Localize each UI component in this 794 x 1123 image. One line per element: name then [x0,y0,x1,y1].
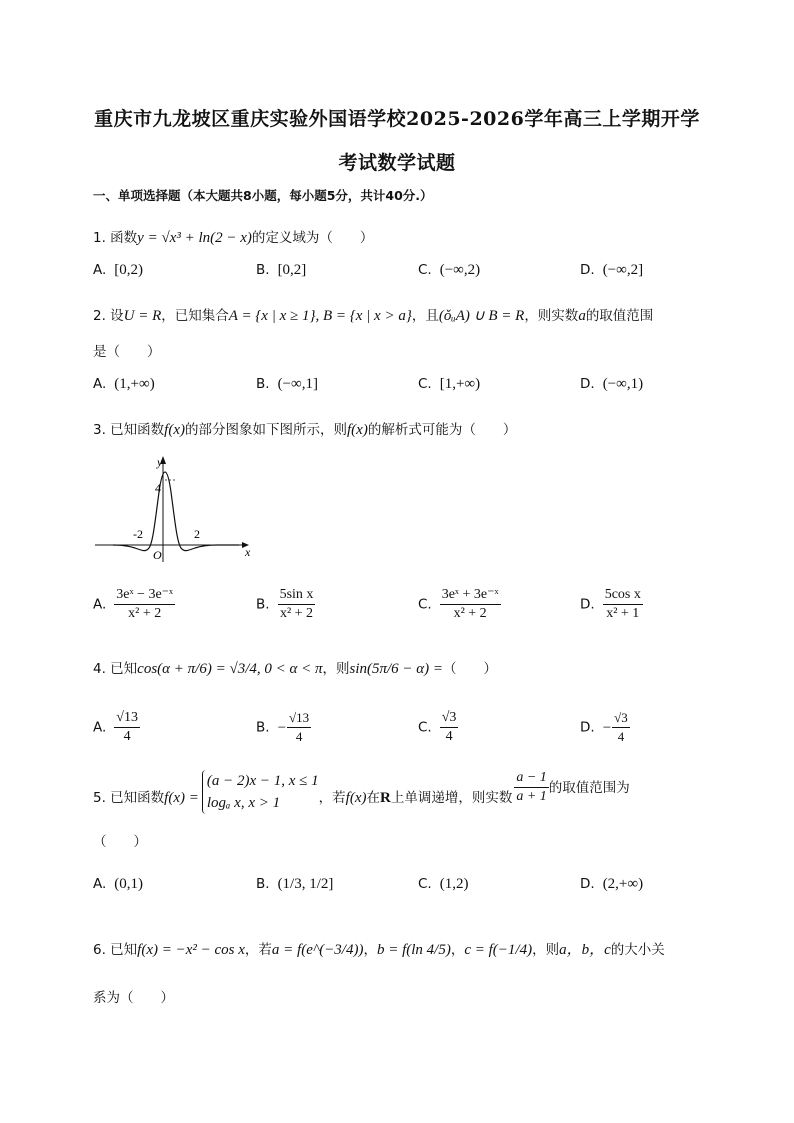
question-2: 2. 设U = R，已知集合A = {x | x ≥ 1}, B = {x | x > a}，且(ǒᵤA) ∪ B = R，则实数a的取值范围 [93,308,654,324]
tick-4-label: 4 [155,481,161,495]
q1-suffix: 的定义域为（ ） [251,230,374,246]
q5-option-b: B. (1/3, 1/2] [256,876,334,892]
q6-c: c = f(−1/4) [464,942,533,958]
question-5-cont: （ ） [93,834,147,850]
q4-option-a: A. $\frac{√13}{4}$ [93,710,138,744]
q6-b: b = f(ln 4/5) [376,942,451,958]
q4-expression: sin(5π/6 − α) = [349,661,444,677]
q5-option-a: A. (0,1) [93,876,144,892]
q6-function: f(x) = −x² − cos x [137,942,245,958]
function-graph [93,452,263,567]
q3-option-d: D. $\frac{\text{5cos x}}{\text{x² + 1}}$ [580,587,641,621]
q2-option-c: C. [1,+∞) [418,376,481,392]
question-6-cont: 系为（ ） [93,990,174,1006]
question-2-cont: 是（ ） [93,344,161,360]
q4-option-d: D. − $\frac{√3}{4}$ [580,710,628,744]
q3-option-a: A. $\frac{\text{3eˣ − 3e⁻ˣ}}{\text{x² + 2}}$ [93,587,174,621]
q4-option-b: B. − $\frac{√13}{4}$ [256,710,310,744]
q5-option-c: C. (1,2) [418,876,469,892]
tick-2-label: 2 [194,527,200,541]
question-6: 6. 已知f(x) = −x² − cos x，若a = f(e^(−3/4))，b = f(ln 4/5)，c = f(−1/4)，则a，b，c的大小关 [93,942,665,958]
q2-universe: U = R [123,308,162,324]
q5-case2: logₐ x, x > 1 [206,795,281,811]
q2-sets: A = {x | x ≥ 1}, B = {x | x > a} [228,308,412,324]
q6-a: a = f(e^(−3/4)) [271,942,364,958]
q3-option-c: C. $\frac{\text{3eˣ + 3e⁻ˣ}}{\text{x² + 2}}$ [418,587,499,621]
page-title-line2: 考试数学试题 [338,152,456,174]
question-3: 3. 已知函数f(x)的部分图象如下图所示，则f(x)的解析式可能为（ ） [93,422,517,438]
q1-option-c: C. (−∞,2) [418,262,481,278]
q4-condition: cos(α + π/6) = √3/4, 0 < α < π [137,661,323,677]
y-axis-label: y [157,455,163,469]
q1-option-a: A. [0,2) [93,262,144,278]
tick-neg2-label: -2 [133,527,143,541]
q5-option-d: D. (2,+∞) [580,876,644,892]
function-curve [113,472,239,551]
q2-condition: (ǒᵤA) ∪ B = R [438,308,525,324]
origin-label: O [153,548,162,562]
q4-option-c: C. $\frac{√3}{4}$ [418,710,457,744]
q2-option-a: A. (1,+∞) [93,376,155,392]
section-heading: 一、单项选择题（本大题共8小题，每小题5分，共计40分.） [93,188,433,203]
q3-option-b: B. $\frac{\text{5sin x}}{\text{x² + 2}}$ [256,587,314,621]
q1-prefix: 1. 函数 [93,230,138,246]
x-axis-label: x [245,545,251,559]
question-4: 4. 已知cos(α + π/6) = √3/4, 0 < α < π，则sin(5π/6 − α) =（ ） [93,661,498,677]
q2-option-d: D. (−∞,1) [580,376,644,392]
q1-option-d: D. (−∞,2] [580,262,644,278]
question-5: 5. 已知函数f(x) = (a − 2)x − 1, x ≤ 1 logₐ x, x > 1 ，若f(x)在R上单调递增，则实数 $\frac{a - 1}{a + 1}$ 的取值范围为 [93,770,630,814]
question-1 [93,226,373,247]
q5-case1: (a − 2)x − 1, x ≤ 1 [206,773,319,789]
q1-formula: y = √x³ + ln(2 − x) [137,230,252,246]
q2-option-b: B. (−∞,1] [256,376,318,392]
page-title-line1: 重庆市九龙坡区重庆实验外国语学校2025-2026学年高三上学期开学 [94,108,700,130]
q1-option-b: B. [0,2] [256,262,307,278]
